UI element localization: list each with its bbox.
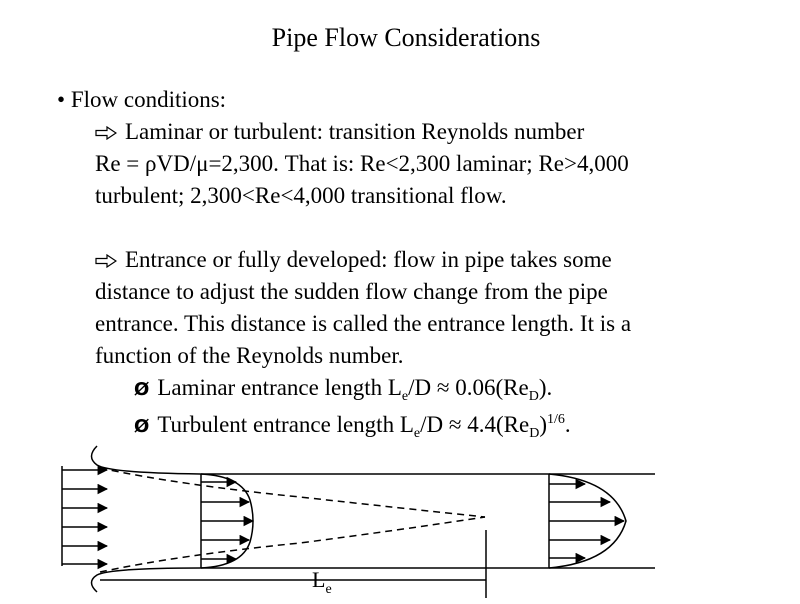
entrance-line2: distance to adjust the sudden flow change from the pipe <box>95 279 608 304</box>
laminar-heading-text: Laminar or turbulent: transition Reynolds number <box>125 119 585 144</box>
reynolds-equation-line: Re = ρVD/μ=2,300. That is: Re<2,300 laminar; Re>4,000 <box>95 151 629 176</box>
entrance-line1-text: Entrance or fully developed: flow in pipe takes some <box>125 247 612 272</box>
bullet-marker: • <box>57 87 66 112</box>
hollow-right-arrow-icon <box>95 116 117 148</box>
boundary-layer-top <box>100 468 485 517</box>
bullet-flow-conditions <box>57 84 226 116</box>
transitional-flow-line: turbulent; 2,300<Re<4,000 transitional flow. <box>95 183 507 208</box>
hollow-right-arrow-icon <box>95 244 117 276</box>
slide-title: Pipe Flow Considerations <box>271 23 541 52</box>
pipe-inlet-top-wall <box>92 446 656 474</box>
chevron-bullet-icon: Ø <box>134 379 150 400</box>
entrance-length-label: $L_e$ <box>312 567 332 597</box>
entrance-line4: function of the Reynolds number. <box>95 343 404 368</box>
entrance-heading <box>95 244 612 276</box>
laminar-turbulent-heading <box>95 116 584 148</box>
entrance-flow-diagram <box>0 440 800 600</box>
laminar-entrance-length: Ø Laminar entrance length $L_e/D \approx 0.06(Re_D)$. <box>134 375 553 404</box>
chevron-bullet-icon: Ø <box>134 416 150 437</box>
entrance-line3: entrance. This distance is called the entrance length. It is a <box>95 311 632 336</box>
bullet-text: Flow conditions: <box>70 87 227 112</box>
boundary-layer-bottom <box>100 517 485 572</box>
turbulent-entrance-length: Ø Turbulent entrance length $L_e/D \approx 4.4(Re_D)^{1/6}$. <box>134 412 571 441</box>
